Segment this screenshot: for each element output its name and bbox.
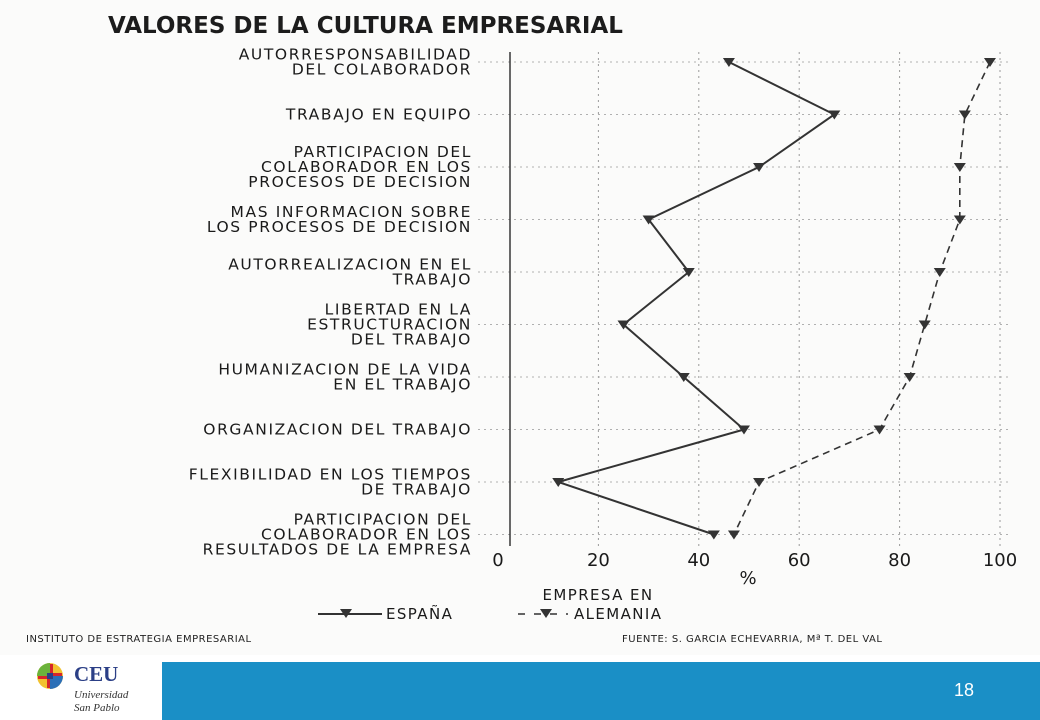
category-label: EN EL TRABAJO bbox=[333, 375, 472, 394]
logo-name: CEU bbox=[74, 662, 119, 686]
category-label: LIBERTAD EN LA bbox=[324, 300, 472, 319]
x-tick-label: 0 bbox=[492, 550, 504, 571]
footer-bar bbox=[162, 662, 1040, 720]
category-label: TRABAJO bbox=[392, 270, 472, 289]
category-label: TRABAJO EN EQUIPO bbox=[285, 105, 472, 124]
category-label: MAS INFORMACION SOBRE bbox=[230, 203, 472, 221]
category-label: HUMANIZACION DE LA VIDA bbox=[218, 360, 472, 379]
x-axis-label: % bbox=[739, 568, 757, 589]
category-label: AUTORRESPONSABILIDAD bbox=[238, 45, 472, 64]
series-line-alemania bbox=[734, 62, 990, 535]
x-tick-label: 60 bbox=[787, 550, 811, 571]
category-label: RESULTADOS DE LA EMPRESA bbox=[202, 540, 472, 559]
logo-subtitle bbox=[74, 689, 154, 715]
source-left: INSTITUTO DE ESTRATEGIA EMPRESARIAL bbox=[26, 634, 252, 645]
x-tick-label: 20 bbox=[586, 550, 610, 571]
data-point bbox=[728, 531, 740, 540]
x-tick-label: 40 bbox=[687, 550, 711, 571]
legend bbox=[318, 604, 662, 623]
page-number: 18 bbox=[953, 680, 974, 700]
category-label: DE TRABAJO bbox=[361, 480, 472, 499]
chart-title: VALORES DE LA CULTURA EMPRESARIAL bbox=[108, 13, 623, 39]
legend-title: EMPRESA EN bbox=[542, 586, 654, 604]
category-label: PARTICIPACION DEL bbox=[293, 510, 472, 529]
data-point bbox=[959, 111, 971, 120]
ceu-logo bbox=[34, 660, 164, 720]
x-tick-label: 80 bbox=[888, 550, 912, 571]
category-label: ESTRUCTURACION bbox=[307, 315, 472, 334]
category-label: PROCESOS DE DECISION bbox=[248, 173, 472, 191]
category-label: DEL TRABAJO bbox=[350, 330, 472, 349]
series-line-españa bbox=[558, 62, 834, 535]
category-label: PARTICIPACION DEL bbox=[293, 143, 472, 161]
x-tick-label: 100 bbox=[982, 550, 1018, 571]
ceu-cross-icon bbox=[36, 662, 64, 690]
logo-line-2: San Pablo bbox=[74, 702, 120, 714]
category-label: LOS PROCESOS DE DECISION bbox=[206, 218, 472, 236]
category-label: AUTORREALIZACION EN EL bbox=[228, 255, 472, 274]
category-label: ORGANIZACION DEL TRABAJO bbox=[203, 420, 472, 439]
category-label: COLABORADOR EN LOS bbox=[261, 158, 472, 176]
category-label: COLABORADOR EN LOS bbox=[261, 525, 472, 544]
category-label: FLEXIBILIDAD EN LOS TIEMPOS bbox=[188, 465, 472, 484]
logo-line-1: Universidad bbox=[74, 689, 129, 701]
legend-label-alemania: ALEMANIA bbox=[574, 605, 663, 623]
category-label: DEL COLABORADOR bbox=[291, 60, 472, 79]
legend-label-espana: ESPAÑA bbox=[386, 605, 454, 623]
source-right: FUENTE: S. GARCIA ECHEVARRIA, Mª T. DEL VAL bbox=[622, 634, 883, 645]
